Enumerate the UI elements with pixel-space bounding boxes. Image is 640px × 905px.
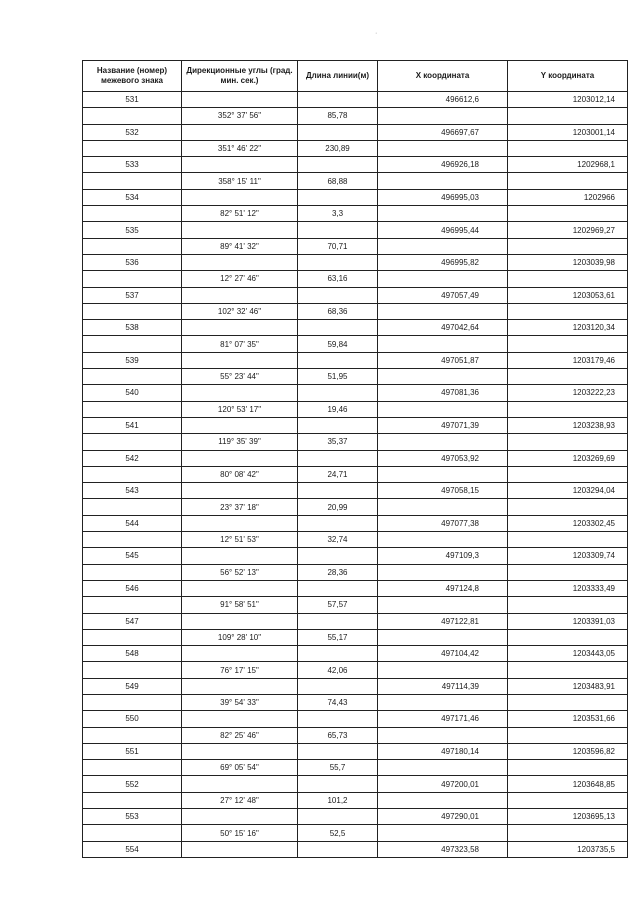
empty-length-cell — [298, 613, 378, 629]
table-header-row — [83, 61, 628, 92]
table-row — [83, 743, 628, 759]
empty-angle-cell — [182, 776, 298, 792]
y-coordinate-cell: 1203120,34 — [508, 320, 628, 336]
directional-angle-cell: 352° 37' 56" — [182, 108, 298, 124]
point-name-cell: 553 — [83, 809, 182, 825]
empty-length-cell — [298, 189, 378, 205]
empty-x-cell — [378, 238, 508, 254]
directional-angle-cell: 82° 51' 12" — [182, 206, 298, 222]
table-row — [83, 385, 628, 401]
empty-y-cell — [508, 760, 628, 776]
x-coordinate-cell: 497114,39 — [378, 678, 508, 694]
table-row — [83, 206, 628, 222]
empty-x-cell — [378, 140, 508, 156]
point-name-cell: 537 — [83, 287, 182, 303]
table-row — [83, 369, 628, 385]
empty-x-cell — [378, 564, 508, 580]
point-name-cell: 550 — [83, 711, 182, 727]
line-length-cell: 55,17 — [298, 629, 378, 645]
empty-y-cell — [508, 466, 628, 482]
empty-name-cell — [83, 532, 182, 548]
table-row — [83, 597, 628, 613]
table-row — [83, 189, 628, 205]
table-row — [83, 483, 628, 499]
directional-angle-cell: 351° 46' 22" — [182, 140, 298, 156]
line-length-cell: 19,46 — [298, 401, 378, 417]
point-name-cell: 552 — [83, 776, 182, 792]
table-row — [83, 678, 628, 694]
table-row — [83, 222, 628, 238]
line-length-cell: 70,71 — [298, 238, 378, 254]
point-name-cell: 540 — [83, 385, 182, 401]
table-row — [83, 662, 628, 678]
line-length-cell: 52,5 — [298, 825, 378, 841]
x-coordinate-cell: 497081,36 — [378, 385, 508, 401]
empty-x-cell — [378, 108, 508, 124]
empty-y-cell — [508, 662, 628, 678]
table-row — [83, 646, 628, 662]
empty-y-cell — [508, 140, 628, 156]
header-directional-angles: Дирекционные углы (град. мин. сек.) — [182, 61, 298, 92]
table-row — [83, 629, 628, 645]
empty-length-cell — [298, 320, 378, 336]
empty-x-cell — [378, 532, 508, 548]
empty-x-cell — [378, 173, 508, 189]
empty-length-cell — [298, 417, 378, 433]
x-coordinate-cell: 497053,92 — [378, 450, 508, 466]
y-coordinate-cell: 1203012,14 — [508, 92, 628, 108]
empty-length-cell — [298, 254, 378, 270]
directional-angle-cell: 56° 52' 13" — [182, 564, 298, 580]
table-row — [83, 124, 628, 140]
line-length-cell: 42,06 — [298, 662, 378, 678]
x-coordinate-cell: 497058,15 — [378, 483, 508, 499]
empty-name-cell — [83, 369, 182, 385]
point-name-cell: 554 — [83, 841, 182, 857]
empty-name-cell — [83, 434, 182, 450]
empty-length-cell — [298, 776, 378, 792]
empty-angle-cell — [182, 515, 298, 531]
empty-angle-cell — [182, 189, 298, 205]
point-name-cell: 538 — [83, 320, 182, 336]
empty-y-cell — [508, 108, 628, 124]
table-row — [83, 108, 628, 124]
empty-length-cell — [298, 124, 378, 140]
directional-angle-cell: 27° 12' 48" — [182, 792, 298, 808]
line-length-cell: 68,36 — [298, 303, 378, 319]
empty-x-cell — [378, 303, 508, 319]
empty-x-cell — [378, 336, 508, 352]
boundary-coordinates-table — [82, 60, 628, 858]
empty-name-cell — [83, 140, 182, 156]
empty-name-cell — [83, 206, 182, 222]
directional-angle-cell: 102° 32' 46" — [182, 303, 298, 319]
directional-angle-cell: 69° 05' 54" — [182, 760, 298, 776]
scan-speck: · — [375, 30, 378, 37]
empty-angle-cell — [182, 124, 298, 140]
empty-angle-cell — [182, 157, 298, 173]
empty-x-cell — [378, 401, 508, 417]
table-row — [83, 792, 628, 808]
empty-y-cell — [508, 206, 628, 222]
y-coordinate-cell: 1203222,23 — [508, 385, 628, 401]
empty-y-cell — [508, 499, 628, 515]
empty-angle-cell — [182, 646, 298, 662]
empty-length-cell — [298, 580, 378, 596]
point-name-cell: 546 — [83, 580, 182, 596]
directional-angle-cell: 50° 15' 16" — [182, 825, 298, 841]
table-row — [83, 548, 628, 564]
y-coordinate-cell: 1203269,69 — [508, 450, 628, 466]
y-coordinate-cell: 1203648,85 — [508, 776, 628, 792]
empty-y-cell — [508, 369, 628, 385]
x-coordinate-cell: 497042,64 — [378, 320, 508, 336]
table-row — [83, 727, 628, 743]
point-name-cell: 532 — [83, 124, 182, 140]
directional-angle-cell: 82° 25' 46" — [182, 727, 298, 743]
line-length-cell: 32,74 — [298, 532, 378, 548]
line-length-cell: 74,43 — [298, 694, 378, 710]
line-length-cell: 24,71 — [298, 466, 378, 482]
empty-angle-cell — [182, 385, 298, 401]
point-name-cell: 535 — [83, 222, 182, 238]
empty-length-cell — [298, 483, 378, 499]
directional-angle-cell: 39° 54' 33" — [182, 694, 298, 710]
x-coordinate-cell: 497071,39 — [378, 417, 508, 433]
table-row — [83, 336, 628, 352]
header-x-coordinate: X координата — [378, 61, 508, 92]
empty-length-cell — [298, 450, 378, 466]
line-length-cell: 63,16 — [298, 271, 378, 287]
table-row — [83, 92, 628, 108]
x-coordinate-cell: 497323,58 — [378, 841, 508, 857]
empty-length-cell — [298, 515, 378, 531]
line-length-cell: 85,78 — [298, 108, 378, 124]
y-coordinate-cell: 1202966 — [508, 189, 628, 205]
line-length-cell: 51,95 — [298, 369, 378, 385]
empty-length-cell — [298, 222, 378, 238]
y-coordinate-cell: 1203309,74 — [508, 548, 628, 564]
empty-name-cell — [83, 727, 182, 743]
empty-length-cell — [298, 548, 378, 564]
table-row — [83, 580, 628, 596]
y-coordinate-cell: 1203443,05 — [508, 646, 628, 662]
table-row — [83, 532, 628, 548]
empty-angle-cell — [182, 92, 298, 108]
empty-length-cell — [298, 287, 378, 303]
empty-angle-cell — [182, 743, 298, 759]
empty-angle-cell — [182, 287, 298, 303]
table-row — [83, 287, 628, 303]
empty-name-cell — [83, 303, 182, 319]
empty-angle-cell — [182, 809, 298, 825]
empty-y-cell — [508, 629, 628, 645]
empty-y-cell — [508, 238, 628, 254]
empty-name-cell — [83, 694, 182, 710]
line-length-cell: 68,88 — [298, 173, 378, 189]
table-row — [83, 434, 628, 450]
directional-angle-cell: 55° 23' 44" — [182, 369, 298, 385]
point-name-cell: 539 — [83, 352, 182, 368]
point-name-cell: 544 — [83, 515, 182, 531]
table-row — [83, 825, 628, 841]
point-name-cell: 545 — [83, 548, 182, 564]
empty-name-cell — [83, 825, 182, 841]
y-coordinate-cell: 1203179,46 — [508, 352, 628, 368]
table-row — [83, 303, 628, 319]
empty-angle-cell — [182, 352, 298, 368]
empty-x-cell — [378, 206, 508, 222]
empty-angle-cell — [182, 254, 298, 270]
empty-angle-cell — [182, 580, 298, 596]
empty-length-cell — [298, 92, 378, 108]
table-row — [83, 466, 628, 482]
empty-y-cell — [508, 303, 628, 319]
x-coordinate-cell: 497051,87 — [378, 352, 508, 368]
directional-angle-cell: 119° 35' 39" — [182, 434, 298, 450]
empty-y-cell — [508, 825, 628, 841]
empty-angle-cell — [182, 483, 298, 499]
x-coordinate-cell: 496612,6 — [378, 92, 508, 108]
empty-y-cell — [508, 597, 628, 613]
empty-length-cell — [298, 711, 378, 727]
empty-angle-cell — [182, 711, 298, 727]
table-row — [83, 564, 628, 580]
line-length-cell: 101,2 — [298, 792, 378, 808]
empty-name-cell — [83, 108, 182, 124]
table-row — [83, 776, 628, 792]
point-name-cell: 536 — [83, 254, 182, 270]
table-row — [83, 515, 628, 531]
x-coordinate-cell: 497171,46 — [378, 711, 508, 727]
empty-length-cell — [298, 352, 378, 368]
line-length-cell: 57,57 — [298, 597, 378, 613]
line-length-cell: 55,7 — [298, 760, 378, 776]
line-length-cell: 35,37 — [298, 434, 378, 450]
directional-angle-cell: 76° 17' 15" — [182, 662, 298, 678]
empty-y-cell — [508, 564, 628, 580]
line-length-cell: 28,36 — [298, 564, 378, 580]
x-coordinate-cell: 496926,18 — [378, 157, 508, 173]
line-length-cell: 59,84 — [298, 336, 378, 352]
table-row — [83, 140, 628, 156]
point-name-cell: 534 — [83, 189, 182, 205]
x-coordinate-cell: 497109,3 — [378, 548, 508, 564]
table-row — [83, 401, 628, 417]
empty-name-cell — [83, 760, 182, 776]
y-coordinate-cell: 1203333,49 — [508, 580, 628, 596]
x-coordinate-cell: 496995,44 — [378, 222, 508, 238]
header-line-length: Длина линии(м) — [298, 61, 378, 92]
empty-length-cell — [298, 157, 378, 173]
empty-y-cell — [508, 336, 628, 352]
point-name-cell: 533 — [83, 157, 182, 173]
empty-length-cell — [298, 385, 378, 401]
table-body — [83, 92, 628, 858]
empty-angle-cell — [182, 841, 298, 857]
table-row — [83, 450, 628, 466]
empty-y-cell — [508, 401, 628, 417]
x-coordinate-cell: 496697,67 — [378, 124, 508, 140]
directional-angle-cell: 12° 51' 53" — [182, 532, 298, 548]
table-row — [83, 760, 628, 776]
empty-name-cell — [83, 173, 182, 189]
empty-x-cell — [378, 662, 508, 678]
empty-x-cell — [378, 466, 508, 482]
empty-x-cell — [378, 597, 508, 613]
y-coordinate-cell: 1203302,45 — [508, 515, 628, 531]
line-length-cell: 20,99 — [298, 499, 378, 515]
empty-x-cell — [378, 694, 508, 710]
empty-name-cell — [83, 597, 182, 613]
point-name-cell: 543 — [83, 483, 182, 499]
table-row — [83, 711, 628, 727]
empty-angle-cell — [182, 222, 298, 238]
line-length-cell: 65,73 — [298, 727, 378, 743]
point-name-cell: 551 — [83, 743, 182, 759]
empty-x-cell — [378, 825, 508, 841]
table-row — [83, 694, 628, 710]
x-coordinate-cell: 497077,38 — [378, 515, 508, 531]
directional-angle-cell: 89° 41' 32" — [182, 238, 298, 254]
point-name-cell: 542 — [83, 450, 182, 466]
line-length-cell: 3,3 — [298, 206, 378, 222]
x-coordinate-cell: 497200,01 — [378, 776, 508, 792]
empty-x-cell — [378, 369, 508, 385]
table-row — [83, 238, 628, 254]
y-coordinate-cell: 1203001,14 — [508, 124, 628, 140]
empty-length-cell — [298, 743, 378, 759]
empty-angle-cell — [182, 678, 298, 694]
y-coordinate-cell: 1203695,13 — [508, 809, 628, 825]
point-name-cell: 547 — [83, 613, 182, 629]
directional-angle-cell: 12° 27' 46" — [182, 271, 298, 287]
x-coordinate-cell: 497124,8 — [378, 580, 508, 596]
directional-angle-cell: 23° 37' 18" — [182, 499, 298, 515]
y-coordinate-cell: 1202969,27 — [508, 222, 628, 238]
y-coordinate-cell: 1203053,61 — [508, 287, 628, 303]
table-row — [83, 254, 628, 270]
empty-y-cell — [508, 271, 628, 287]
directional-angle-cell: 81° 07' 35" — [182, 336, 298, 352]
empty-angle-cell — [182, 450, 298, 466]
empty-x-cell — [378, 727, 508, 743]
point-name-cell: 548 — [83, 646, 182, 662]
y-coordinate-cell: 1203294,04 — [508, 483, 628, 499]
empty-x-cell — [378, 792, 508, 808]
empty-y-cell — [508, 727, 628, 743]
empty-name-cell — [83, 499, 182, 515]
header-y-coordinate: Y координата — [508, 61, 628, 92]
empty-length-cell — [298, 678, 378, 694]
x-coordinate-cell: 497057,49 — [378, 287, 508, 303]
directional-angle-cell: 91° 58' 51" — [182, 597, 298, 613]
empty-name-cell — [83, 466, 182, 482]
point-name-cell: 549 — [83, 678, 182, 694]
table-row — [83, 841, 628, 857]
empty-angle-cell — [182, 320, 298, 336]
table-row — [83, 809, 628, 825]
point-name-cell: 541 — [83, 417, 182, 433]
empty-y-cell — [508, 694, 628, 710]
point-name-cell: 531 — [83, 92, 182, 108]
y-coordinate-cell: 1203391,03 — [508, 613, 628, 629]
y-coordinate-cell: 1203039,98 — [508, 254, 628, 270]
x-coordinate-cell: 497122,81 — [378, 613, 508, 629]
empty-x-cell — [378, 499, 508, 515]
directional-angle-cell: 120° 53' 17" — [182, 401, 298, 417]
empty-length-cell — [298, 841, 378, 857]
empty-x-cell — [378, 434, 508, 450]
y-coordinate-cell: 1203735,5 — [508, 841, 628, 857]
empty-name-cell — [83, 336, 182, 352]
empty-y-cell — [508, 532, 628, 548]
empty-length-cell — [298, 809, 378, 825]
directional-angle-cell: 80° 08' 42" — [182, 466, 298, 482]
empty-y-cell — [508, 792, 628, 808]
empty-angle-cell — [182, 613, 298, 629]
empty-x-cell — [378, 629, 508, 645]
table-row — [83, 157, 628, 173]
empty-angle-cell — [182, 417, 298, 433]
y-coordinate-cell: 1203238,93 — [508, 417, 628, 433]
table-row — [83, 499, 628, 515]
empty-name-cell — [83, 238, 182, 254]
empty-name-cell — [83, 629, 182, 645]
table-row — [83, 271, 628, 287]
empty-x-cell — [378, 760, 508, 776]
y-coordinate-cell: 1202968,1 — [508, 157, 628, 173]
table-row — [83, 173, 628, 189]
header-point-name: Название (номер) межевого знака — [83, 61, 182, 92]
y-coordinate-cell: 1203483,91 — [508, 678, 628, 694]
table-row — [83, 417, 628, 433]
empty-name-cell — [83, 271, 182, 287]
empty-name-cell — [83, 564, 182, 580]
empty-length-cell — [298, 646, 378, 662]
line-length-cell: 230,89 — [298, 140, 378, 156]
x-coordinate-cell: 496995,03 — [378, 189, 508, 205]
x-coordinate-cell: 496995,82 — [378, 254, 508, 270]
x-coordinate-cell: 497290,01 — [378, 809, 508, 825]
empty-y-cell — [508, 434, 628, 450]
empty-name-cell — [83, 792, 182, 808]
empty-name-cell — [83, 662, 182, 678]
y-coordinate-cell: 1203531,66 — [508, 711, 628, 727]
table-row — [83, 320, 628, 336]
table-row — [83, 352, 628, 368]
x-coordinate-cell: 497180,14 — [378, 743, 508, 759]
x-coordinate-cell: 497104,42 — [378, 646, 508, 662]
empty-angle-cell — [182, 548, 298, 564]
y-coordinate-cell: 1203596,82 — [508, 743, 628, 759]
directional-angle-cell: 109° 28' 10" — [182, 629, 298, 645]
empty-x-cell — [378, 271, 508, 287]
directional-angle-cell: 358° 15' 11" — [182, 173, 298, 189]
table-row — [83, 613, 628, 629]
empty-name-cell — [83, 401, 182, 417]
empty-y-cell — [508, 173, 628, 189]
